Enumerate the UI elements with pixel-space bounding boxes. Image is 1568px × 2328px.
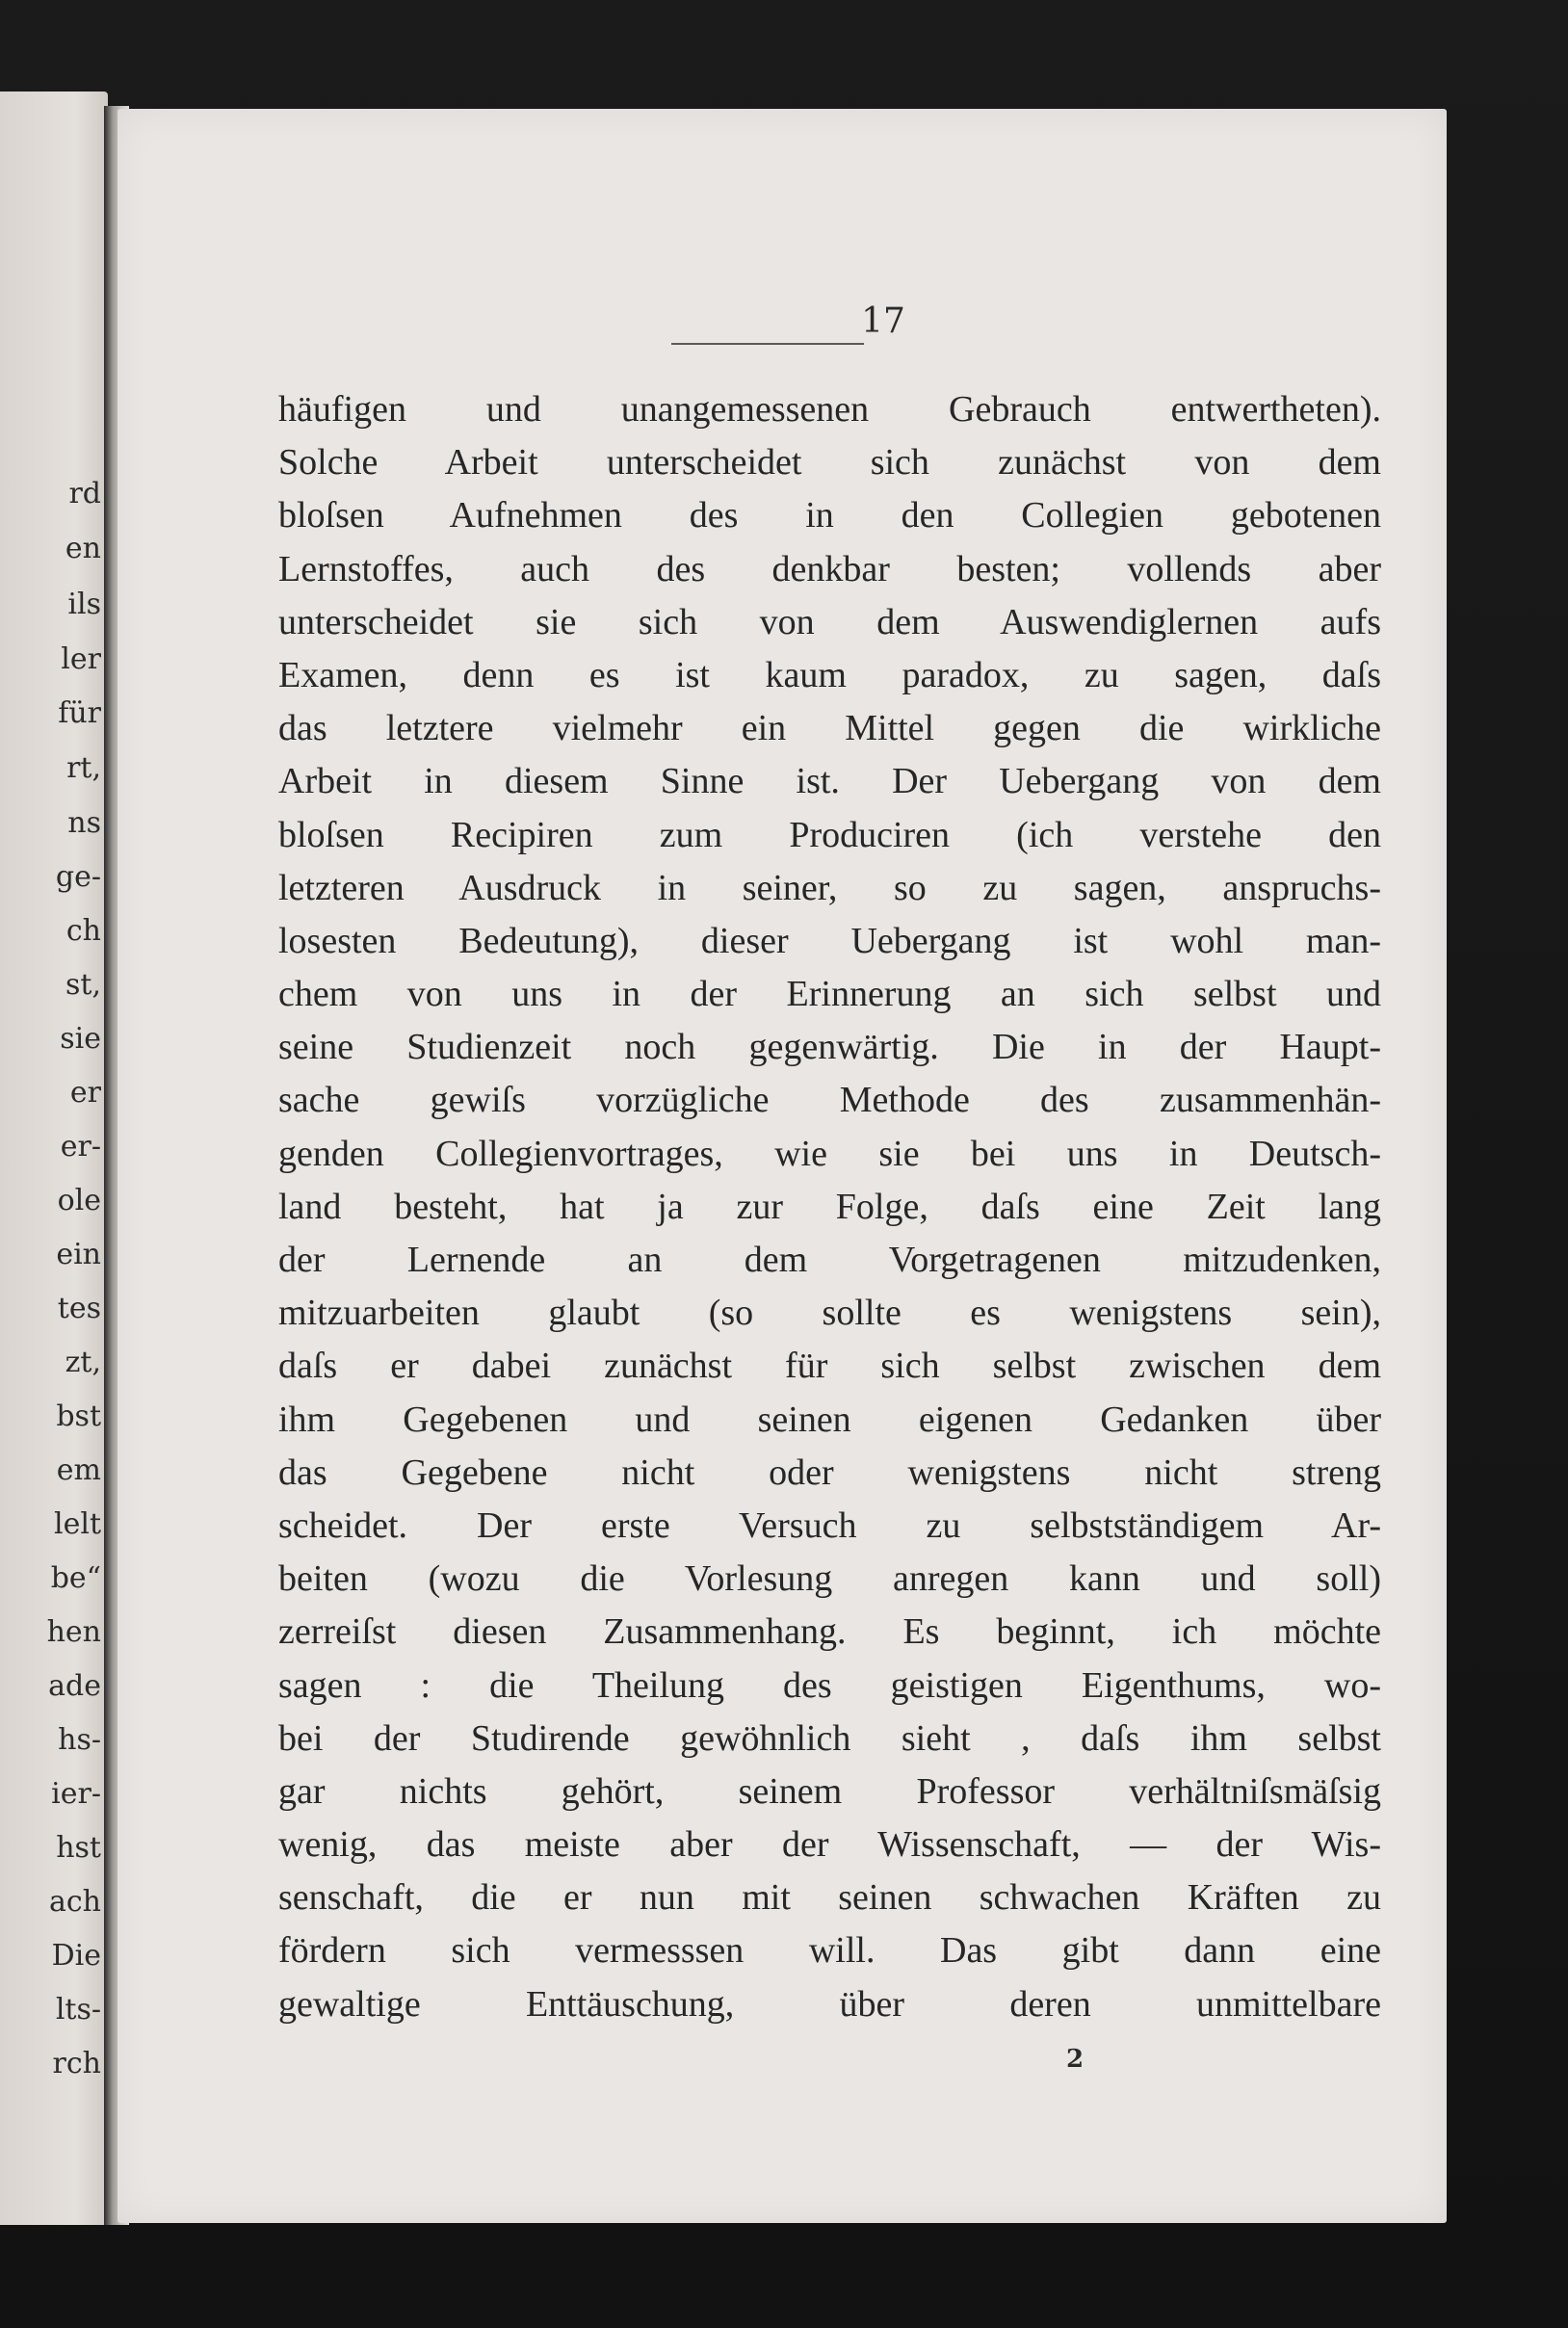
text-line: das Gegebene nicht oder wenigstens nicht streng (278, 1452, 1381, 1493)
left-page-fragment: st, (65, 968, 101, 1002)
previous-page-edge (0, 92, 108, 2225)
left-page-fragment: er- (60, 1130, 101, 1164)
text-line: unterscheidet sie sich von dem Auswendiglernen aufs (278, 601, 1381, 642)
left-page-fragment: ach (48, 1885, 101, 1919)
text-line: mitzuarbeiten glaubt (so sollte es wenigstens sein), (278, 1293, 1381, 1334)
text-line: sache gewiſs vorzügliche Methode des zusammenhän- (278, 1080, 1381, 1121)
left-page-fragment: sie (60, 1022, 101, 1056)
text-line: fördern sich vermesssen will. Das gibt dann eine (278, 1930, 1381, 1972)
left-page-fragment: ade (48, 1669, 101, 1703)
text-line: genden Collegienvortrages, wie sie bei uns in Deutsch- (278, 1133, 1381, 1174)
text-line: Arbeit in diesem Sinne ist. Der Uebergang von dem (278, 761, 1381, 802)
page-body-text (278, 383, 1381, 2031)
left-page-fragment: lelt (54, 1507, 101, 1541)
text-line: häufigen und unangemessenen Gebrauch entwertheten). (278, 389, 1381, 430)
text-line: land besteht, hat ja zur Folge, daſs eine Zeit lang (278, 1186, 1381, 1227)
left-page-fragment: hs- (58, 1723, 101, 1757)
text-line: letzteren Ausdruck in seiner, so zu sagen, anspruchs- (278, 867, 1381, 908)
text-line: senschaft, die er nun mit seinen schwachen Kräften zu (278, 1877, 1381, 1919)
left-page-fragment: rch (52, 2047, 101, 2080)
left-page-fragment: ein (56, 1238, 101, 1271)
text-line: bei der Studirende gewöhnlich sieht , daſs ihm selbst (278, 1717, 1381, 1759)
left-page-fragment: Die (51, 1939, 101, 1973)
left-page-fragment: tes (57, 1292, 101, 1325)
text-line: ihm Gegebenen und seinen eigenen Gedanken über (278, 1399, 1381, 1440)
text-line: zerreiſst diesen Zusammenhang. Es beginnt, ich möchte (278, 1611, 1381, 1653)
text-line: der Lernende an dem Vorgetragenen mitzudenken, (278, 1240, 1381, 1280)
left-page-fragment: em (56, 1453, 101, 1487)
text-line: Examen, denn es ist kaum paradox, zu sagen, daſs (278, 654, 1381, 695)
left-page-fragment: für (58, 696, 101, 730)
left-page-fragment: lts- (55, 1993, 101, 2027)
left-page-fragment: ch (65, 914, 101, 948)
left-page-fragment: rt, (66, 751, 101, 785)
text-line: sagen : die Theilung des geistigen Eigenthums, wo- (278, 1664, 1381, 1706)
left-page-fragment: ils (67, 588, 101, 621)
text-line: Solche Arbeit unterscheidet sich zunächst von dem (278, 442, 1381, 484)
left-page-fragment: rd (68, 477, 101, 510)
left-page-fragment: hen (46, 1615, 101, 1649)
text-line: beiten (wozu die Vorlesung anregen kann und soll) (278, 1558, 1381, 1600)
text-line: scheidet. Der erste Versuch zu selbstständigem Ar- (278, 1504, 1381, 1546)
header-rule (671, 343, 864, 345)
left-page-fragment: zt, (65, 1346, 101, 1379)
left-page-fragment: ge- (55, 860, 101, 894)
text-line: gewaltige Enttäuschung, über deren unmittelbare (278, 1983, 1381, 2025)
text-line: losesten Bedeutung), dieser Uebergang ist wohl man- (278, 920, 1381, 961)
left-page-fragment: hst (56, 1831, 101, 1865)
left-page-fragment: ole (57, 1184, 101, 1217)
left-page-fragment: en (65, 532, 101, 565)
text-line: bloſsen Recipiren zum Produciren (ich verstehe den (278, 814, 1381, 855)
text-line: seine Studienzeit noch gegenwärtig. Die in der Haupt- (278, 1027, 1381, 1068)
signature-mark: 2 (1066, 2045, 1085, 2074)
left-page-fragment: be“ (50, 1561, 101, 1595)
page-number (118, 301, 1418, 341)
text-line: Lernstoffes, auch des denkbar besten; vollends aber (278, 548, 1381, 589)
page-number-text: 17 (861, 301, 905, 341)
text-line: gar nichts gehört, seinem Professor verhältniſsmäſsig (278, 1770, 1381, 1812)
text-line: wenig, das meiste aber der Wissenschaft, — der Wis- (278, 1824, 1381, 1866)
text-line: das letztere vielmehr ein Mittel gegen die wirkliche (278, 708, 1381, 749)
text-line: chem von uns in der Erinnerung an sich selbst und (278, 974, 1381, 1015)
book-page (118, 109, 1447, 2223)
text-line: daſs er dabei zunächst für sich selbst zwischen dem (278, 1346, 1381, 1387)
text-line: bloſsen Aufnehmen des in den Collegien gebotenen (278, 495, 1381, 536)
left-page-fragment: bst (56, 1399, 101, 1433)
left-page-fragment: ns (67, 806, 101, 840)
left-page-fragment: er (69, 1076, 101, 1110)
left-page-fragment: ler (61, 642, 101, 676)
left-page-fragment: ier- (51, 1777, 101, 1811)
